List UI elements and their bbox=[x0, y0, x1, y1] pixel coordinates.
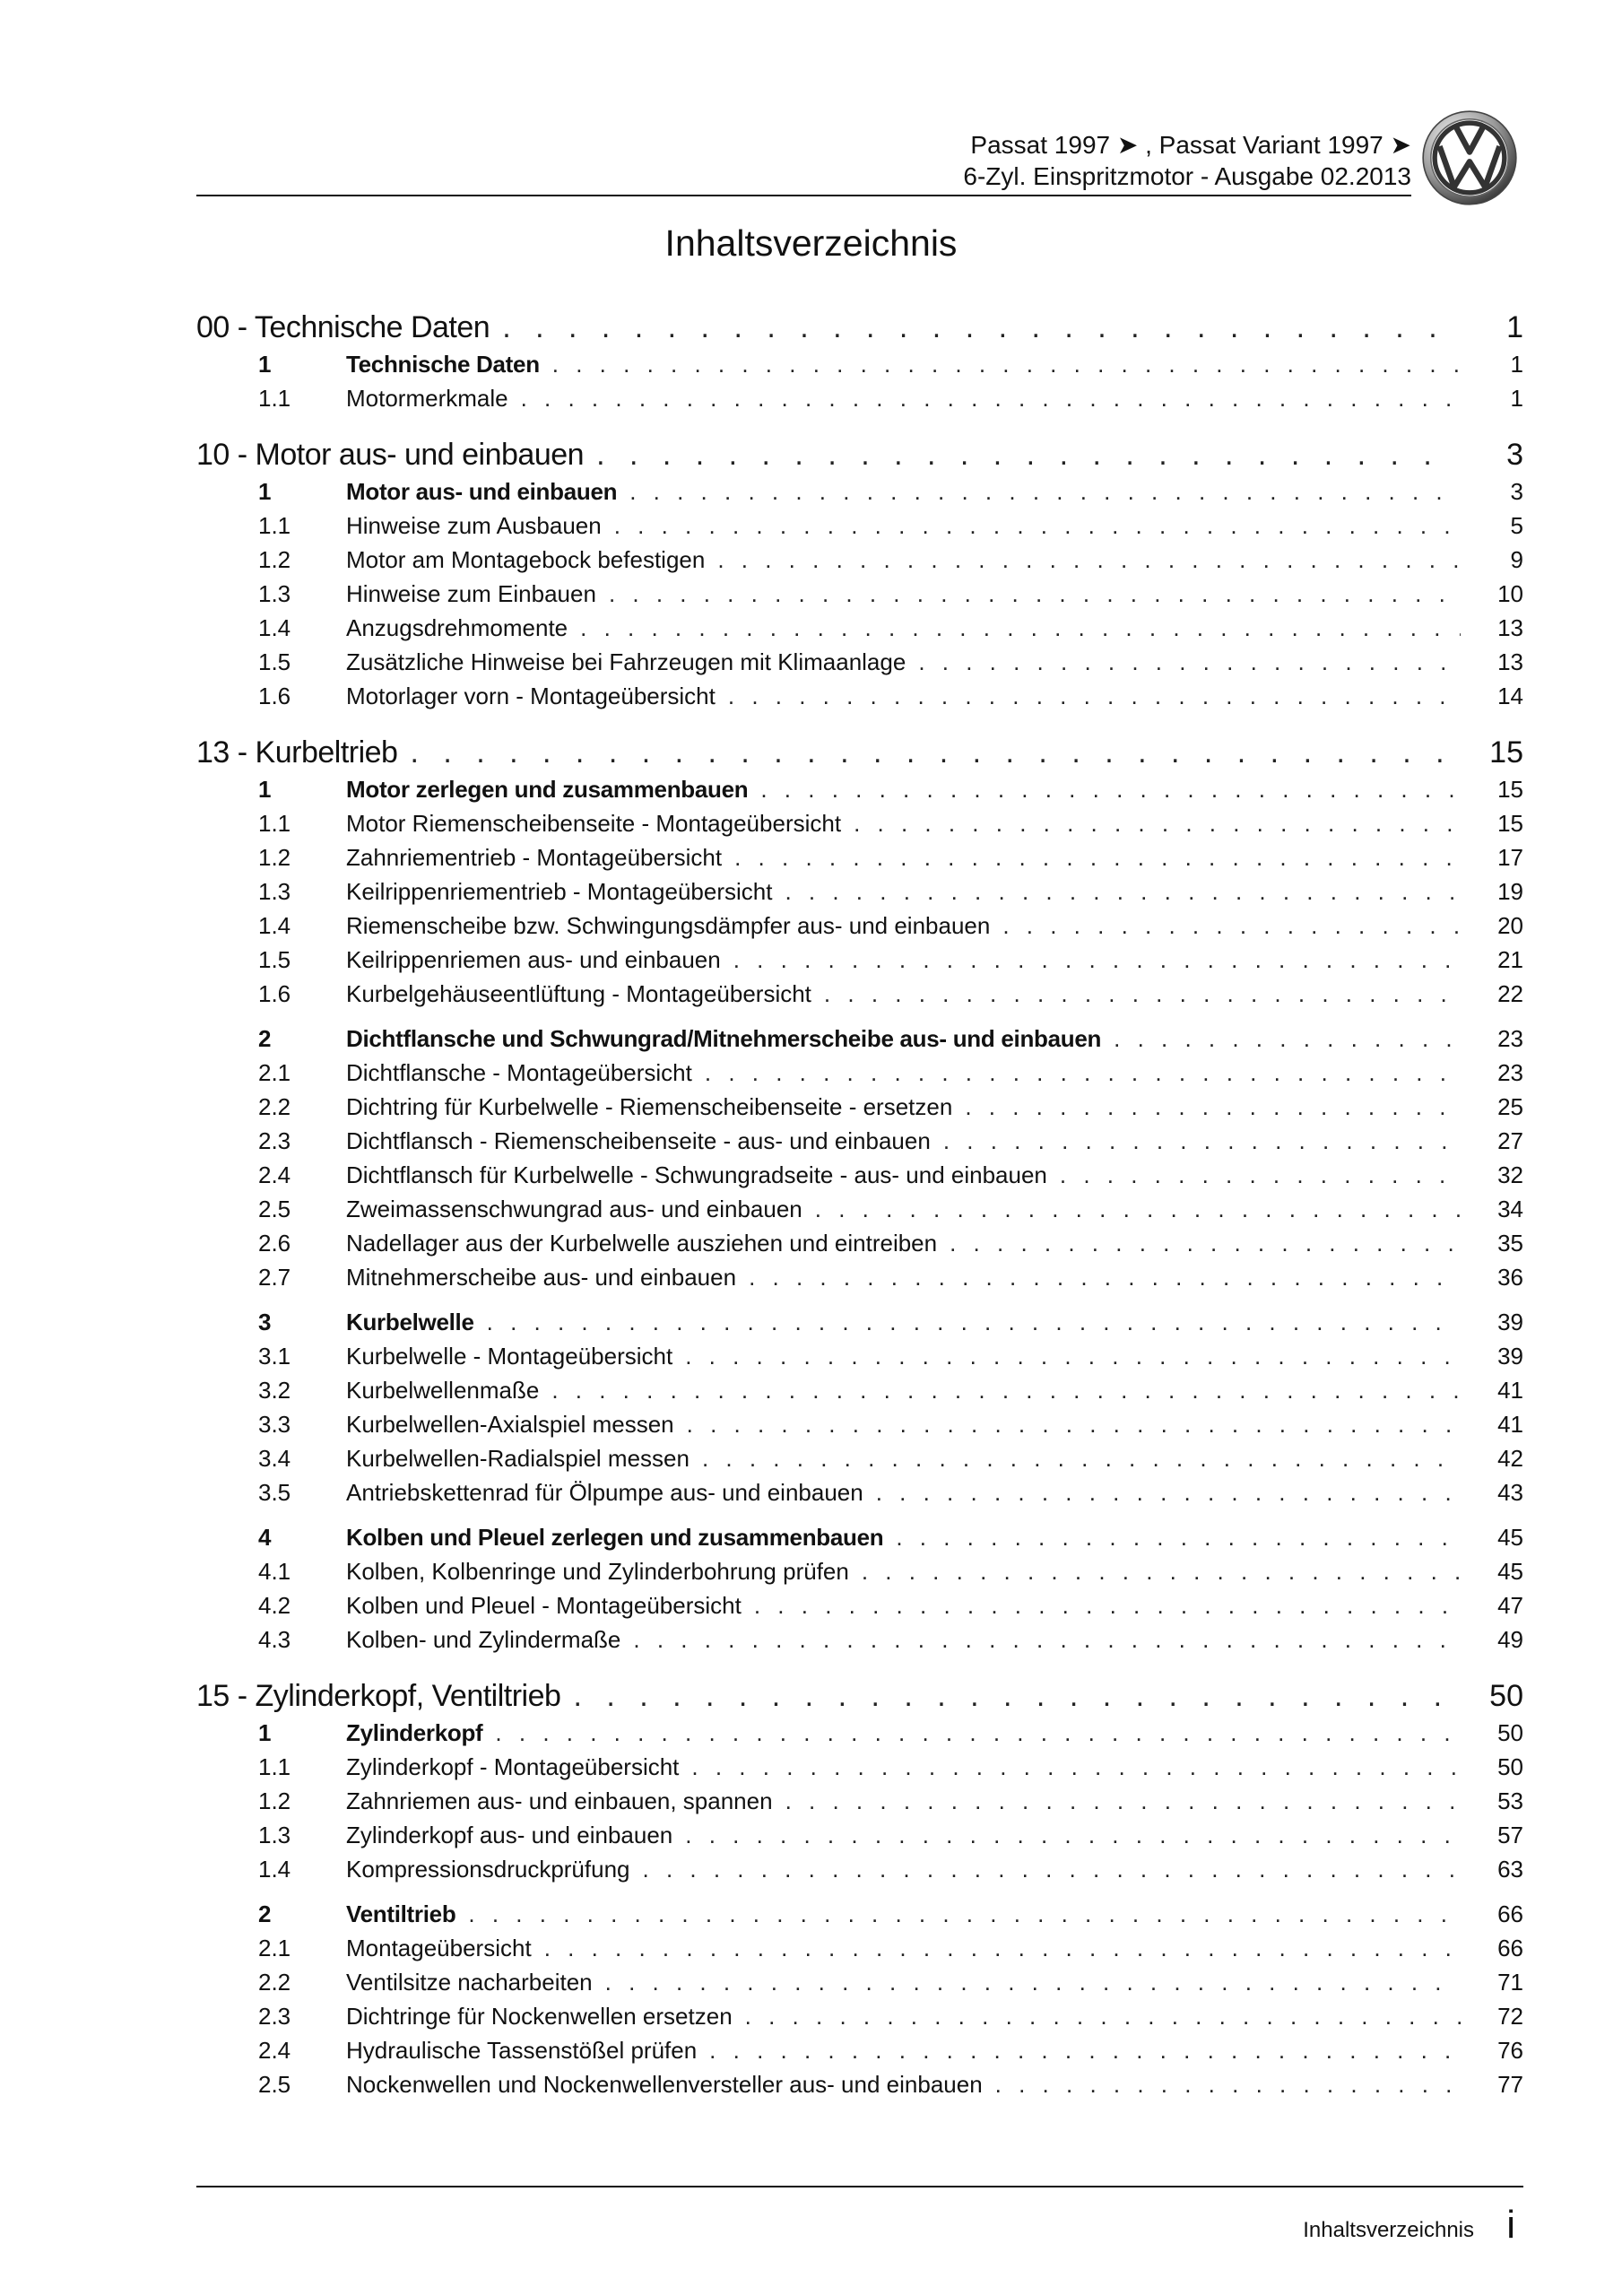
toc-entry-page: 45 bbox=[1497, 1524, 1523, 1551]
toc-entry-page: 17 bbox=[1497, 844, 1523, 871]
toc-chapter-title: 13 - Kurbeltrieb bbox=[196, 735, 398, 770]
toc-entry-title: Dichtflansche und Schwungrad/Mitnehmerscheibe aus- und einbauen bbox=[346, 1025, 1102, 1052]
toc-subsection[interactable] bbox=[196, 1260, 1523, 1294]
toc-entry-title: Mitnehmerscheibe aus- und einbauen bbox=[346, 1264, 737, 1291]
toc-entry-title: Nadellager aus der Kurbelwelle ausziehen und eintreiben bbox=[346, 1230, 938, 1257]
toc-entry-page: 15 bbox=[1497, 776, 1523, 803]
toc-entry-number: 1 bbox=[258, 351, 272, 378]
toc-entry-title: Kompressionsdruckprüfung bbox=[346, 1856, 630, 1883]
toc-subsection[interactable] bbox=[196, 1852, 1523, 1886]
toc-entry-number: 3.3 bbox=[258, 1411, 291, 1438]
toc-subsection[interactable] bbox=[196, 1441, 1523, 1475]
toc-leader-dots bbox=[687, 1407, 1461, 1441]
toc-leader-dots bbox=[918, 645, 1461, 679]
toc-entry-title: Motormerkmale bbox=[346, 385, 508, 412]
toc-entry-page: 47 bbox=[1497, 1592, 1523, 1619]
toc-subsection[interactable] bbox=[196, 1339, 1523, 1373]
toc-entry-number: 3.4 bbox=[258, 1445, 291, 1472]
toc-entry-page: 25 bbox=[1497, 1093, 1523, 1120]
toc-entry-page: 3 bbox=[1510, 478, 1523, 505]
toc-leader-dots bbox=[1002, 909, 1461, 943]
toc-entry-number: 1 bbox=[258, 776, 272, 803]
toc-entry-page: 41 bbox=[1497, 1377, 1523, 1404]
toc-subsection[interactable] bbox=[196, 1999, 1523, 2033]
toc-leader-dots bbox=[609, 577, 1461, 611]
toc-leader-dots bbox=[580, 611, 1461, 645]
toc-entry-number: 2.1 bbox=[258, 1935, 291, 1961]
toc-entry-title: Anzugsdrehmomente bbox=[346, 614, 568, 641]
toc-leader-dots bbox=[685, 1818, 1461, 1852]
toc-leader-dots bbox=[643, 1852, 1462, 1886]
group-spacer bbox=[196, 1886, 1523, 1897]
toc-entry-page: 39 bbox=[1497, 1343, 1523, 1370]
toc-subsection[interactable] bbox=[196, 1750, 1523, 1784]
toc-entry-number: 1.4 bbox=[258, 1856, 291, 1883]
toc-subsection[interactable] bbox=[196, 1475, 1523, 1509]
toc-entry-number: 3.2 bbox=[258, 1377, 291, 1404]
footer-page-number: i bbox=[1506, 2203, 1515, 2247]
toc-entry-number: 1.6 bbox=[258, 980, 291, 1007]
toc-entry-page: 41 bbox=[1497, 1411, 1523, 1438]
toc-entry-number: 1.2 bbox=[258, 1787, 291, 1814]
toc-leader-dots bbox=[1114, 1022, 1461, 1056]
toc-entry-title: Zahnriementrieb - Montageübersicht bbox=[346, 844, 723, 871]
toc-subsection[interactable] bbox=[196, 1818, 1523, 1852]
toc-entry-number: 1 bbox=[258, 478, 272, 505]
toc-leader-dots bbox=[552, 347, 1461, 381]
toc-entry-number: 1.6 bbox=[258, 683, 291, 709]
toc-subsection[interactable] bbox=[196, 806, 1523, 840]
toc-entry-number: 2.5 bbox=[258, 2071, 291, 2098]
toc-leader-dots bbox=[614, 509, 1461, 543]
toc-entry-title: Kurbelwelle - Montageübersicht bbox=[346, 1343, 673, 1370]
toc-subsection[interactable] bbox=[196, 577, 1523, 611]
toc-subsection[interactable] bbox=[196, 1554, 1523, 1588]
toc-entry-page: 10 bbox=[1497, 580, 1523, 607]
vw-logo-icon bbox=[1421, 109, 1518, 206]
toc-leader-dots bbox=[745, 1999, 1461, 2033]
toc-entry-title: Dichtring für Kurbelwelle - Riemenscheibenseite - ersetzen bbox=[346, 1093, 953, 1120]
toc-leader-dots bbox=[633, 1622, 1461, 1657]
toc-section[interactable] bbox=[196, 1305, 1523, 1339]
toc-entry-number: 1.1 bbox=[258, 1753, 291, 1780]
toc-subsection[interactable] bbox=[196, 381, 1523, 415]
toc-entry-page: 76 bbox=[1497, 2037, 1523, 2064]
toc-leader-dots bbox=[495, 1716, 1461, 1750]
toc-entry-title: Kolben und Pleuel - Montageübersicht bbox=[346, 1592, 742, 1619]
toc-leader-dots bbox=[502, 308, 1450, 347]
toc-section[interactable] bbox=[196, 1520, 1523, 1554]
toc-entry-number: 1.4 bbox=[258, 912, 291, 939]
toc-leader-dots bbox=[705, 1056, 1461, 1090]
group-spacer bbox=[196, 1011, 1523, 1022]
toc-entry-page: 45 bbox=[1497, 1558, 1523, 1585]
toc-entry-title: Motor am Montagebock befestigen bbox=[346, 546, 706, 573]
toc-entry-page: 5 bbox=[1510, 512, 1523, 539]
toc-entry-page: 42 bbox=[1497, 1445, 1523, 1472]
toc-chapter-page: 3 bbox=[1506, 438, 1523, 472]
footer-label: Inhaltsverzeichnis bbox=[1303, 2218, 1474, 2242]
toc-entry-number: 4.3 bbox=[258, 1626, 291, 1653]
toc-entry-page: 77 bbox=[1497, 2071, 1523, 2098]
toc-entry-title: Keilrippenriementrieb - Montageübersicht bbox=[346, 878, 773, 905]
toc-leader-dots bbox=[815, 1192, 1461, 1226]
toc-subsection[interactable] bbox=[196, 1931, 1523, 1965]
toc-subsection[interactable] bbox=[196, 1622, 1523, 1657]
toc-entry-title: Zylinderkopf - Montageübersicht bbox=[346, 1753, 680, 1780]
toc-leader-dots bbox=[629, 474, 1461, 509]
toc-entry-page: 57 bbox=[1497, 1822, 1523, 1848]
toc-entry-title: Kurbelwellen-Axialspiel messen bbox=[346, 1411, 674, 1438]
toc-entry-title: Technische Daten bbox=[346, 351, 540, 378]
toc-chapter-title: 00 - Technische Daten bbox=[196, 310, 490, 344]
toc-entry-title: Kurbelwellen-Radialspiel messen bbox=[346, 1445, 690, 1472]
toc-entry-title: Dichtflansch - Riemenscheibenseite - aus- und einbauen bbox=[346, 1127, 931, 1154]
toc-entry-title: Kurbelwelle bbox=[346, 1309, 474, 1335]
toc-entry-title: Antriebskettenrad für Ölpumpe aus- und einbauen bbox=[346, 1479, 863, 1506]
toc-entry-number: 2 bbox=[258, 1900, 272, 1927]
toc-entry-number: 2.5 bbox=[258, 1196, 291, 1222]
toc-section[interactable] bbox=[196, 1716, 1523, 1750]
toc-leader-dots bbox=[760, 772, 1461, 806]
toc-entry-number: 3.5 bbox=[258, 1479, 291, 1506]
toc-leader-dots bbox=[573, 1676, 1450, 1716]
toc-entry-title: Kurbelwellenmaße bbox=[346, 1377, 540, 1404]
toc-subsection[interactable] bbox=[196, 1090, 1523, 1124]
toc-entry-number: 2.4 bbox=[258, 1161, 291, 1188]
toc-entry-page: 22 bbox=[1497, 980, 1523, 1007]
toc-entry-number: 1.3 bbox=[258, 1822, 291, 1848]
toc-entry-number: 2 bbox=[258, 1025, 272, 1052]
toc-leader-dots bbox=[854, 806, 1461, 840]
toc-entry-number: 2.1 bbox=[258, 1059, 291, 1086]
toc-entry-title: Motor Riemenscheibenseite - Montageübersicht bbox=[346, 810, 842, 837]
toc-entry-page: 20 bbox=[1497, 912, 1523, 939]
toc-leader-dots bbox=[749, 1260, 1461, 1294]
toc-subsection[interactable] bbox=[196, 1056, 1523, 1090]
toc-entry-number: 2.6 bbox=[258, 1230, 291, 1257]
toc-entry-title: Kurbelgehäuseentlüftung - Montageübersicht bbox=[346, 980, 811, 1007]
toc-leader-dots bbox=[785, 874, 1461, 909]
header-model-line: Passat 1997 ➤ , Passat Variant 1997 ➤ bbox=[970, 131, 1411, 159]
toc-entry-number: 4.2 bbox=[258, 1592, 291, 1619]
toc-section[interactable] bbox=[196, 474, 1523, 509]
toc-chapter-title: 10 - Motor aus- und einbauen bbox=[196, 438, 585, 472]
toc-entry-number: 1.2 bbox=[258, 844, 291, 871]
page-title: Inhaltsverzeichnis bbox=[664, 222, 958, 264]
toc-subsection[interactable] bbox=[196, 1784, 1523, 1818]
toc-entry-number: 1.1 bbox=[258, 385, 291, 412]
toc-entry-page: 71 bbox=[1497, 1969, 1523, 1996]
toc-leader-dots bbox=[717, 543, 1461, 577]
toc-entry-number: 4 bbox=[258, 1524, 272, 1551]
toc-chapter[interactable] bbox=[196, 733, 1523, 772]
toc-entry-number: 1.1 bbox=[258, 810, 291, 837]
toc-subsection[interactable] bbox=[196, 611, 1523, 645]
toc-leader-dots bbox=[596, 435, 1450, 474]
header bbox=[196, 126, 1411, 197]
toc-entry-page: 53 bbox=[1497, 1787, 1523, 1814]
toc-entry-page: 50 bbox=[1497, 1719, 1523, 1746]
toc-entry-page: 72 bbox=[1497, 2003, 1523, 2030]
toc-subsection[interactable] bbox=[196, 1588, 1523, 1622]
toc-chapter-page: 15 bbox=[1489, 735, 1523, 770]
toc-entry-page: 14 bbox=[1497, 683, 1523, 709]
toc-leader-dots bbox=[551, 1373, 1461, 1407]
toc-leader-dots bbox=[785, 1784, 1461, 1818]
toc-leader-dots bbox=[896, 1520, 1461, 1554]
toc-entry-number: 2.7 bbox=[258, 1264, 291, 1291]
toc-entry-number: 2.3 bbox=[258, 1127, 291, 1154]
toc-entry-number: 2.4 bbox=[258, 2037, 291, 2064]
toc-subsection[interactable] bbox=[196, 1226, 1523, 1260]
toc-subsection[interactable] bbox=[196, 1373, 1523, 1407]
toc-leader-dots bbox=[995, 2067, 1461, 2101]
toc-subsection[interactable] bbox=[196, 840, 1523, 874]
toc-entry-title: Motor aus- und einbauen bbox=[346, 478, 618, 505]
toc-leader-dots bbox=[965, 1090, 1461, 1124]
toc-section[interactable] bbox=[196, 347, 1523, 381]
toc-leader-dots bbox=[824, 977, 1461, 1011]
toc-leader-dots bbox=[943, 1124, 1461, 1158]
toc-subsection[interactable] bbox=[196, 509, 1523, 543]
toc-entry-title: Zweimassenschwungrad aus- und einbauen bbox=[346, 1196, 802, 1222]
toc-entry-page: 1 bbox=[1510, 351, 1523, 378]
toc-entry-page: 63 bbox=[1497, 1856, 1523, 1883]
toc-leader-dots bbox=[950, 1226, 1461, 1260]
toc-entry-title: Montageübersicht bbox=[346, 1935, 532, 1961]
toc-leader-dots bbox=[468, 1897, 1461, 1931]
toc-subsection[interactable] bbox=[196, 679, 1523, 713]
toc-entry-page: 21 bbox=[1497, 946, 1523, 973]
toc-subsection[interactable] bbox=[196, 977, 1523, 1011]
toc-chapter-page: 50 bbox=[1489, 1679, 1523, 1713]
toc-entry-title: Dichtflansche - Montageübersicht bbox=[346, 1059, 692, 1086]
toc-entry-title: Hydraulische Tassenstößel prüfen bbox=[346, 2037, 698, 2064]
toc-entry-page: 23 bbox=[1497, 1059, 1523, 1086]
toc-chapter-page: 1 bbox=[1506, 310, 1523, 344]
toc-section[interactable] bbox=[196, 772, 1523, 806]
toc-subsection[interactable] bbox=[196, 1192, 1523, 1226]
toc-entry-page: 66 bbox=[1497, 1935, 1523, 1961]
toc-entry-page: 15 bbox=[1497, 810, 1523, 837]
toc-entry-number: 1.3 bbox=[258, 580, 291, 607]
toc-entry-title: Kolben und Pleuel zerlegen und zusammenbauen bbox=[346, 1524, 884, 1551]
header-divider bbox=[196, 195, 1411, 196]
toc-subsection[interactable] bbox=[196, 1124, 1523, 1158]
toc-entry-title: Kolben- und Zylindermaße bbox=[346, 1626, 621, 1653]
toc-entry-title: Keilrippenriemen aus- und einbauen bbox=[346, 946, 721, 973]
toc-entry-title: Riemenscheibe bzw. Schwingungsdämpfer aus- und einbauen bbox=[346, 912, 991, 939]
toc-entry-title: Dichtflansch für Kurbelwelle - Schwungradseite - aus- und einbauen bbox=[346, 1161, 1047, 1188]
chapter-spacer bbox=[196, 713, 1523, 733]
toc-leader-dots bbox=[487, 1305, 1461, 1339]
toc-section[interactable] bbox=[196, 1897, 1523, 1931]
toc-subsection[interactable] bbox=[196, 943, 1523, 977]
toc-leader-dots bbox=[544, 1931, 1461, 1965]
toc-subsection[interactable] bbox=[196, 543, 1523, 577]
toc-subsection[interactable] bbox=[196, 1965, 1523, 1999]
toc-entry-number: 1.5 bbox=[258, 648, 291, 675]
toc-section[interactable] bbox=[196, 1022, 1523, 1056]
chapter-spacer bbox=[196, 415, 1523, 435]
toc-entry-number: 1.1 bbox=[258, 512, 291, 539]
toc-entry-page: 1 bbox=[1510, 385, 1523, 412]
toc-entry-title: Nockenwellen und Nockenwellenversteller aus- und einbauen bbox=[346, 2071, 983, 2098]
group-spacer bbox=[196, 1509, 1523, 1520]
toc-entry-title: Hinweise zum Einbauen bbox=[346, 580, 596, 607]
toc-entry-number: 1.3 bbox=[258, 878, 291, 905]
toc-subsection[interactable] bbox=[196, 2067, 1523, 2101]
toc-chapter[interactable] bbox=[196, 1676, 1523, 1716]
toc-entry-number: 1.4 bbox=[258, 614, 291, 641]
toc-entry-number: 2.2 bbox=[258, 1093, 291, 1120]
toc-leader-dots bbox=[410, 733, 1450, 772]
chapter-spacer bbox=[196, 1657, 1523, 1676]
toc-leader-dots bbox=[685, 1339, 1461, 1373]
toc-entry-page: 27 bbox=[1497, 1127, 1523, 1154]
toc-subsection[interactable] bbox=[196, 645, 1523, 679]
toc-entry-number: 3 bbox=[258, 1309, 272, 1335]
toc-entry-page: 35 bbox=[1497, 1230, 1523, 1257]
toc-leader-dots bbox=[605, 1965, 1461, 1999]
toc-entry-title: Dichtringe für Nockenwellen ersetzen bbox=[346, 2003, 733, 2030]
toc-chapter[interactable] bbox=[196, 308, 1523, 347]
toc-entry-page: 39 bbox=[1497, 1309, 1523, 1335]
toc-leader-dots bbox=[709, 2033, 1461, 2067]
group-spacer bbox=[196, 1294, 1523, 1305]
header-edition-line: 6-Zyl. Einspritzmotor - Ausgabe 02.2013 bbox=[963, 162, 1411, 190]
toc-entry-page: 32 bbox=[1497, 1161, 1523, 1188]
toc-entry-number: 1 bbox=[258, 1719, 272, 1746]
toc-chapter-title: 15 - Zylinderkopf, Ventiltrieb bbox=[196, 1679, 561, 1713]
toc-leader-dots bbox=[521, 381, 1461, 415]
toc-entry-number: 1.5 bbox=[258, 946, 291, 973]
toc-entry-page: 34 bbox=[1497, 1196, 1523, 1222]
toc-chapter[interactable] bbox=[196, 435, 1523, 474]
toc-leader-dots bbox=[862, 1554, 1461, 1588]
toc-entry-title: Motorlager vorn - Montageübersicht bbox=[346, 683, 716, 709]
toc-entry-title: Zylinderkopf aus- und einbauen bbox=[346, 1822, 673, 1848]
toc-subsection[interactable] bbox=[196, 2033, 1523, 2067]
toc-entry-number: 4.1 bbox=[258, 1558, 291, 1585]
toc-entry-title: Zahnriemen aus- und einbauen, spannen bbox=[346, 1787, 773, 1814]
toc-entry-number: 2.2 bbox=[258, 1969, 291, 1996]
toc-entry-page: 19 bbox=[1497, 878, 1523, 905]
toc-entry-title: Kolben, Kolbenringe und Zylinderbohrung prüfen bbox=[346, 1558, 849, 1585]
toc-entry-page: 36 bbox=[1497, 1264, 1523, 1291]
toc-entry-page: 13 bbox=[1497, 614, 1523, 641]
toc-subsection[interactable] bbox=[196, 1407, 1523, 1441]
toc-leader-dots bbox=[702, 1441, 1461, 1475]
toc-leader-dots bbox=[754, 1588, 1461, 1622]
toc-entry-title: Motor zerlegen und zusammenbauen bbox=[346, 776, 749, 803]
toc-entry-page: 49 bbox=[1497, 1626, 1523, 1653]
toc-entry-page: 50 bbox=[1497, 1753, 1523, 1780]
toc-leader-dots bbox=[734, 840, 1461, 874]
footer-divider bbox=[196, 2186, 1523, 2187]
toc-leader-dots bbox=[733, 943, 1461, 977]
toc-entry-page: 43 bbox=[1497, 1479, 1523, 1506]
toc-subsection[interactable] bbox=[196, 909, 1523, 943]
toc-leader-dots bbox=[876, 1475, 1461, 1509]
toc-leader-dots bbox=[1060, 1158, 1461, 1192]
toc-entry-title: Zusätzliche Hinweise bei Fahrzeugen mit Klimaanlage bbox=[346, 648, 906, 675]
toc-leader-dots bbox=[728, 679, 1461, 713]
toc-entry-number: 1.2 bbox=[258, 546, 291, 573]
toc-entry-title: Zylinderkopf bbox=[346, 1719, 483, 1746]
toc-subsection[interactable] bbox=[196, 1158, 1523, 1192]
toc-entry-title: Ventilsitze nacharbeiten bbox=[346, 1969, 593, 1996]
toc-entry-page: 13 bbox=[1497, 648, 1523, 675]
table-of-contents bbox=[196, 308, 1523, 2101]
toc-entry-page: 9 bbox=[1510, 546, 1523, 573]
toc-leader-dots bbox=[691, 1750, 1461, 1784]
toc-entry-number: 3.1 bbox=[258, 1343, 291, 1370]
toc-entry-page: 23 bbox=[1497, 1025, 1523, 1052]
toc-subsection[interactable] bbox=[196, 874, 1523, 909]
toc-entry-title: Ventiltrieb bbox=[346, 1900, 456, 1927]
toc-entry-number: 2.3 bbox=[258, 2003, 291, 2030]
toc-entry-title: Hinweise zum Ausbauen bbox=[346, 512, 602, 539]
toc-entry-page: 66 bbox=[1497, 1900, 1523, 1927]
